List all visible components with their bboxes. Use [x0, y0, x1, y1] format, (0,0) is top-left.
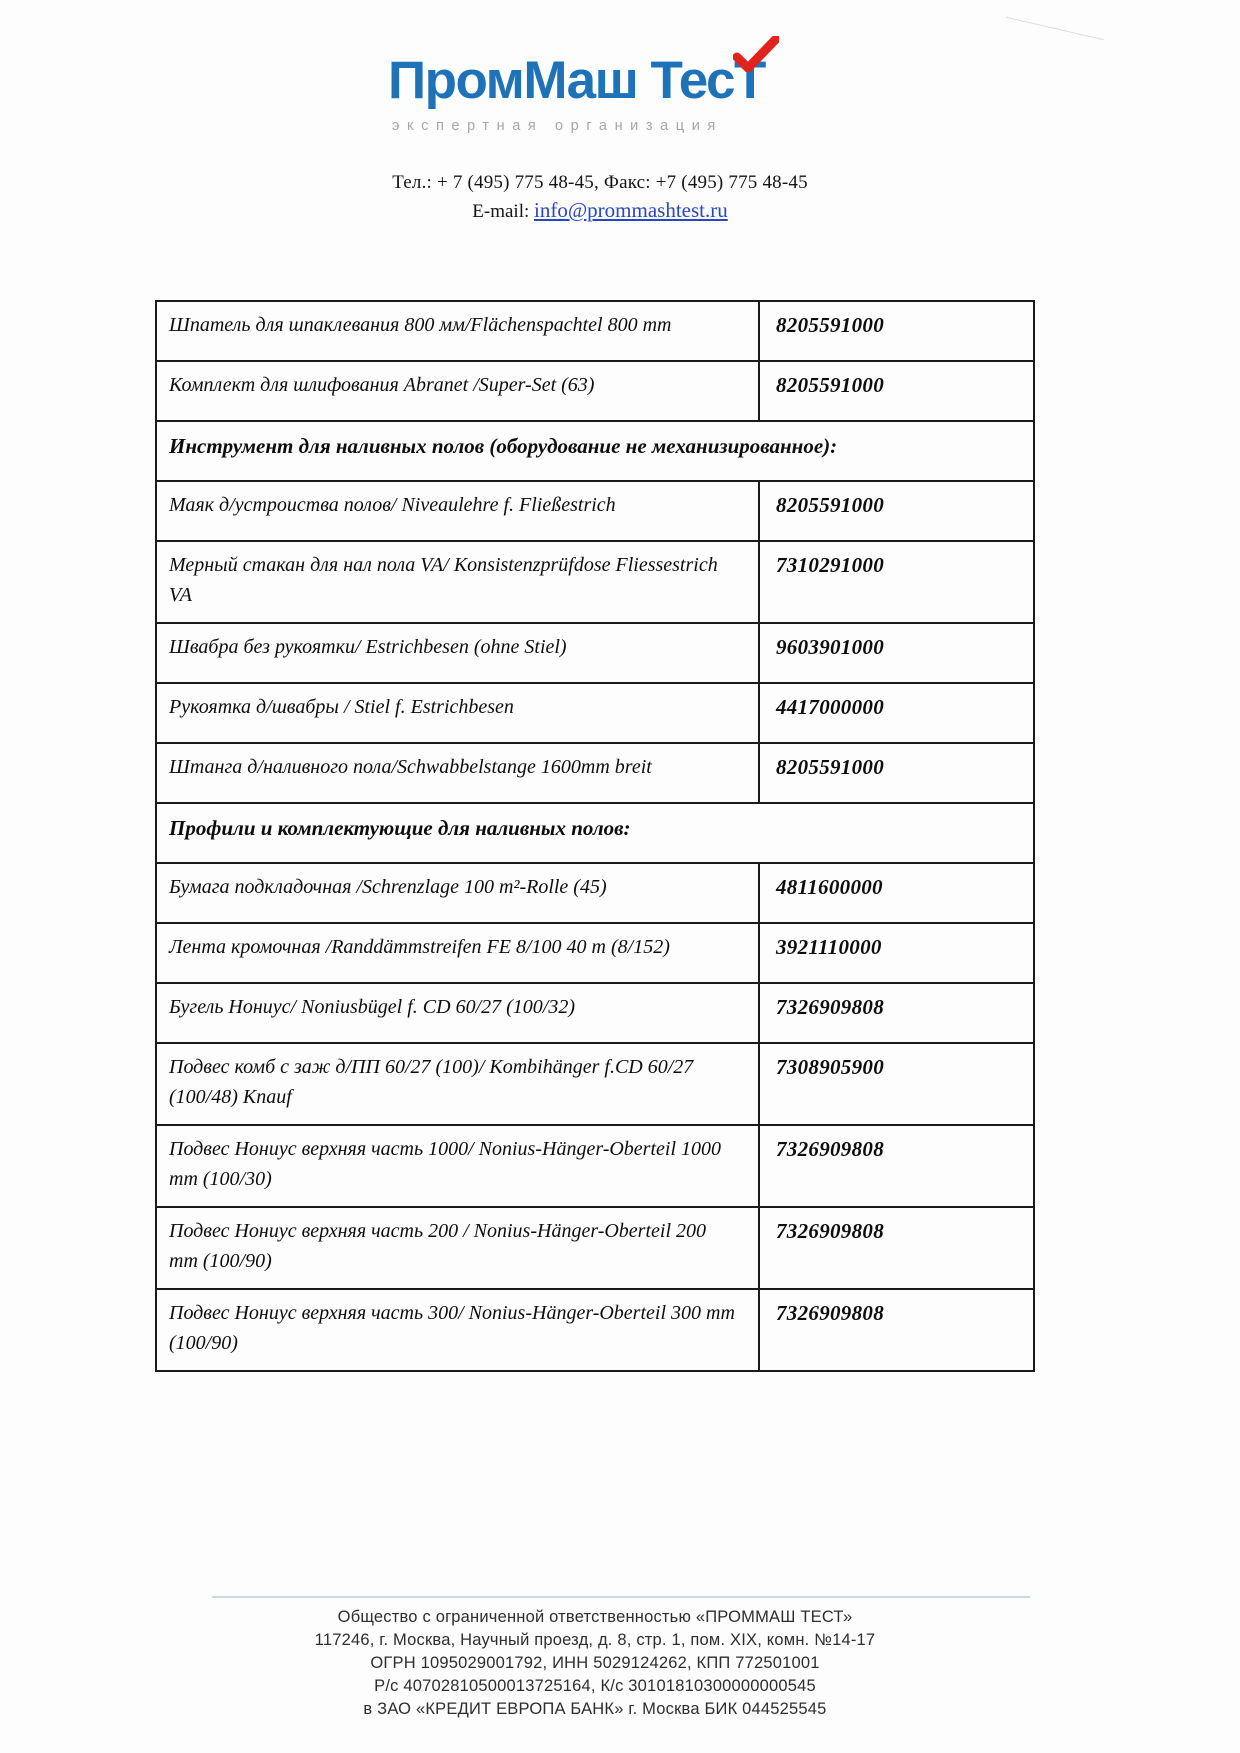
product-code: 4417000000 — [776, 695, 884, 719]
table-row — [157, 744, 1033, 804]
products-table — [155, 300, 1035, 1372]
email-label: E-mail: — [472, 201, 530, 222]
logo-last-letter: Т — [734, 50, 765, 111]
phone-fax-line: Тел.: + 7 (495) 775 48-45, Факс: +7 (495) 775 48-45 — [392, 172, 808, 193]
logo-text: ПромМаш Тес — [388, 51, 735, 110]
product-name: Штанга д/наливного пола/Schwabbelstange 1600mm breit — [157, 744, 760, 802]
product-code: 8205591000 — [776, 373, 884, 397]
product-name: Подвес Нониус верхняя часть 200 / Nonius-Hänger-Oberteil 200 mm (100/90) — [157, 1208, 760, 1288]
product-name: Швабра без рукоятки/ Estrichbesen (ohne Stiel) — [157, 624, 760, 682]
table-section-row — [157, 804, 1033, 864]
product-name: Лента кромочная /Randdämmstreifen FE 8/100 40 m (8/152) — [157, 924, 760, 982]
table-row — [157, 542, 1033, 624]
table-row — [157, 1290, 1033, 1370]
product-code: 3921110000 — [776, 935, 882, 959]
product-name: Мерный стакан для нал пола VA/ Konsistenzprüfdose Fliessestrich VA — [157, 542, 760, 622]
table-row — [157, 684, 1033, 744]
product-code: 7326909808 — [776, 1219, 884, 1243]
footer-line: ОГРН 1095029001792, ИНН 5029124262, КПП 772501001 — [370, 1654, 820, 1672]
table-section-row — [157, 422, 1033, 482]
footer-line: Общество с ограниченной ответственностью «ПРОММАШ ТЕСТ» — [337, 1608, 853, 1626]
footer-line: 117246, г. Москва, Научный проезд, д. 8, стр. 1, пом. XIX, комн. №14-17 — [314, 1631, 876, 1649]
checkmark-icon — [733, 36, 779, 72]
product-code: 7308905900 — [776, 1055, 884, 1079]
product-code: 4811600000 — [776, 875, 883, 899]
product-name: Бугель Нониус/ Noniusbügel f. CD 60/27 (100/32) — [157, 984, 760, 1042]
product-code: 8205591000 — [776, 493, 884, 517]
table-row — [157, 864, 1033, 924]
product-code: 8205591000 — [776, 313, 884, 337]
table-row — [157, 302, 1033, 362]
email-link[interactable]: info@prommashtest.ru — [534, 198, 728, 222]
table-row — [157, 624, 1033, 684]
product-code: 8205591000 — [776, 755, 884, 779]
product-code: 7326909808 — [776, 1301, 884, 1325]
product-name: Подвес Нониус верхняя часть 300/ Nonius-Hänger-Oberteil 300 mm (100/90) — [157, 1290, 760, 1370]
section-title: Профили и комплектующие для наливных полов: — [169, 816, 631, 840]
product-name: Рукоятка д/швабры / Stiel f. Estrichbesen — [157, 684, 760, 742]
table-row — [157, 924, 1033, 984]
table-row — [157, 1044, 1033, 1126]
product-name: Подвес комб с заж д/ПП 60/27 (100)/ Kombihänger f.CD 60/27 (100/48) Knauf — [157, 1044, 760, 1124]
product-code: 7326909808 — [776, 1137, 884, 1161]
product-name: Комплект для шлифования Abranet /Super-Set (63) — [157, 362, 760, 420]
footer-line: в ЗАО «КРЕДИТ ЕВРОПА БАНК» г. Москва БИК 044525545 — [363, 1700, 827, 1718]
footer-divider — [212, 1596, 1030, 1598]
footer-line: Р/с 40702810500013725164, К/с 30101810300000000545 — [374, 1677, 816, 1695]
table-row — [157, 482, 1033, 542]
table-row — [157, 1208, 1033, 1290]
section-title: Инструмент для наливных полов (оборудование не механизированное): — [169, 434, 838, 458]
company-logo — [388, 50, 765, 111]
footer-lines — [155, 1606, 1035, 1721]
product-name: Шпатель для шпаклевания 800 мм/Flächenspachtel 800 mm — [157, 302, 760, 360]
logo-tagline: экспертная организация — [392, 118, 723, 134]
contact-block — [0, 172, 1200, 223]
product-name: Бумага подкладочная /Schrenzlage 100 m²-Rolle (45) — [157, 864, 760, 922]
scan-artifact-line — [1006, 17, 1104, 40]
product-code: 7310291000 — [776, 553, 884, 577]
product-name: Маяк д/устроиства полов/ Niveaulehre f. Fließestrich — [157, 482, 760, 540]
product-code: 9603901000 — [776, 635, 884, 659]
product-name: Подвес Нониус верхняя часть 1000/ Nonius-Hänger-Oberteil 1000 mm (100/30) — [157, 1126, 760, 1206]
table-row — [157, 362, 1033, 422]
product-code: 7326909808 — [776, 995, 884, 1019]
email-line — [0, 198, 1200, 223]
table-row — [157, 984, 1033, 1044]
table-row — [157, 1126, 1033, 1208]
